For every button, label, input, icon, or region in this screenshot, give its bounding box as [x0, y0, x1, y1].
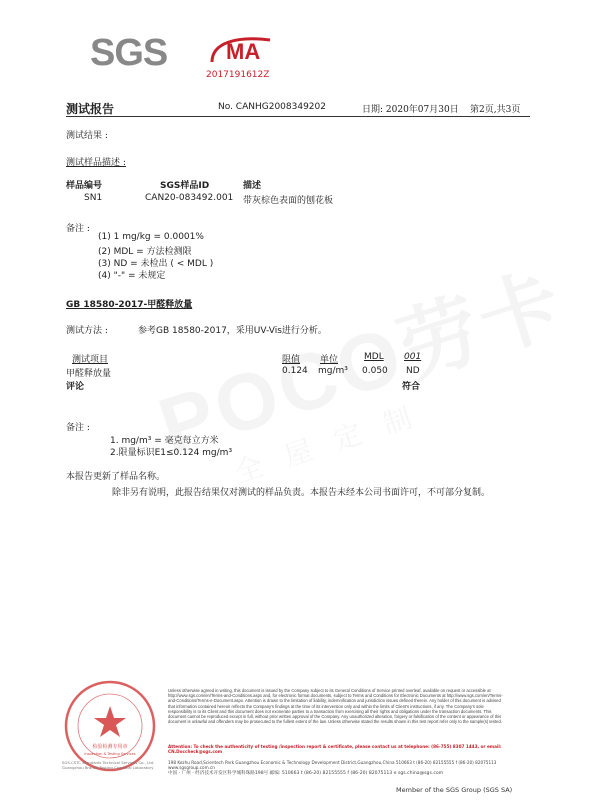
result-value: ND: [406, 366, 420, 376]
note-1: 1. mg/m³ = 毫克每立方米: [110, 436, 219, 446]
authenticity-notice: Attention: To check the authenticity of testing /inspection report & certificate, please contact us at telephone: (86-755) 8307 1443, or email: CN.Doccheck@sgs.com: [168, 744, 502, 754]
test-item-value: 甲醛释放量: [66, 369, 112, 379]
remark-4: (4) "-" = 未规定: [98, 271, 166, 281]
name-update-note: 本报告更新了样品名称。: [66, 472, 166, 482]
remark-2: (2) MDL = 方法检测限: [98, 247, 192, 257]
col-mdl: MDL: [364, 352, 384, 362]
ma-logo-text: MA: [226, 39, 261, 64]
legal-notice: Unless otherwise agreed in writing, this document is issued by the Company subject to its General Conditions of Service printed overleaf, available on request or accessible at http://www.sgs.com/en/Terms-and-Conditions.aspx and, for electronic format documents, subject to Terms and Conditions for Electronic Documents at http://www.sgs.com/en/Terms-and-Conditions/Terms-e-Document.aspx. Attention is drawn to the limitation of liability, indemnification and jurisdiction issues defined therein. Any holder of this document is advised that information contained hereon reflects the Company's findings at the time of its intervention only and within the limits of Client's instructions, if any. The Company's sole responsibility is to its Client and this document does not exonerate parties to a transaction from exercising all their rights and obligations under the transaction documents. This document cannot be reproduced except in full, without prior written approval of the Company. Any unauthorized alteration, forgery or falsification of the content or appearance of this document is unlawful and offenders may be prosecuted to the fullest extent of the law. Unless otherwise stated the results shown in this test report refer only to the sample(s) tested.: [168, 688, 503, 725]
ma-certificate-number: 2017191612Z: [206, 70, 270, 80]
sample-id-value: CAN20-083492.001: [145, 193, 234, 203]
report-date: 日期: 2020年07月30日: [362, 105, 459, 115]
section-title: GB 18580-2017-甲醛释放量: [66, 300, 193, 310]
col-unit: 单位: [320, 355, 339, 365]
star-icon: [94, 706, 126, 737]
stamp-side-text: SGS-CSTC Standards Technical Services Co., Ltd. Guangzhou Branch Testing Chemical Laboratory: [62, 760, 155, 770]
ma-certification-logo: [208, 34, 274, 64]
sample-no-value: SN1: [84, 193, 103, 203]
report-title: 测试报告: [66, 102, 115, 116]
method-label: 测试方法 :: [66, 326, 108, 336]
address-cn: 中国 · 广州 · 经济技术开发区科学城科珠路198号 邮编: 510663 t (86-20) 82155555 f (86-20) 82075113 e sgs.china@sgs.com: [168, 771, 444, 776]
unit-value: mg/m³: [318, 366, 348, 376]
sample-description-value: 带灰棕色表面的刨花板: [243, 196, 334, 206]
sgs-logo: SGS: [90, 32, 168, 74]
disclaimer-text: 除非另有说明，此报告结果仅对测试的样品负责。本报告未经本公司书面许可，不可部分复制。: [112, 488, 491, 498]
remark-3: (3) ND = 未检出 ( < MDL ): [98, 259, 214, 269]
notes-label: 备注 :: [66, 423, 90, 433]
comment-label: 评论: [66, 382, 85, 392]
report-number: No. CANHG2008349202: [218, 102, 326, 112]
col-sample-001: 001: [404, 352, 422, 362]
col-sgs-sample-id: SGS样品ID: [160, 181, 210, 191]
sgs-member-note: Member of the SGS Group (SGS SA): [396, 786, 513, 794]
remark-1: (1) 1 mg/kg = 0.0001%: [98, 232, 204, 242]
method-text: 参考GB 18580-2017，采用UV-Vis进行分析。: [138, 326, 327, 336]
col-description: 描述: [243, 181, 262, 191]
note-2: 2.限量标识E1≤0.124 mg/m³: [110, 448, 233, 458]
header-divider: [66, 116, 530, 117]
address-en: 198 Kezhu Road,Scientech Park Guangzhou Economic & Technology Development District,Guangzhou,China 510663 t (86-20) 82155555 f (86-20) 82075113 www.sgsgroup.com.cn: [168, 760, 497, 770]
col-limit: 限值: [282, 355, 301, 365]
results-label: 测试结果 :: [66, 131, 108, 141]
stamp-cn-text: 检验检测专用章: [92, 744, 128, 750]
comment-value: 符合: [402, 382, 421, 392]
limit-value: 0.124: [282, 366, 308, 376]
page-number: 第2页,共3页: [470, 105, 521, 115]
stamp-en-text: Inspection & Testing Services: [84, 752, 136, 756]
col-sample-no: 样品编号: [66, 181, 103, 191]
remarks-label: 备注 :: [66, 224, 90, 234]
mdl-value: 0.050: [362, 366, 388, 376]
sample-description-heading: 测试样品描述 :: [66, 158, 126, 168]
col-test-item: 测试项目: [72, 355, 109, 365]
